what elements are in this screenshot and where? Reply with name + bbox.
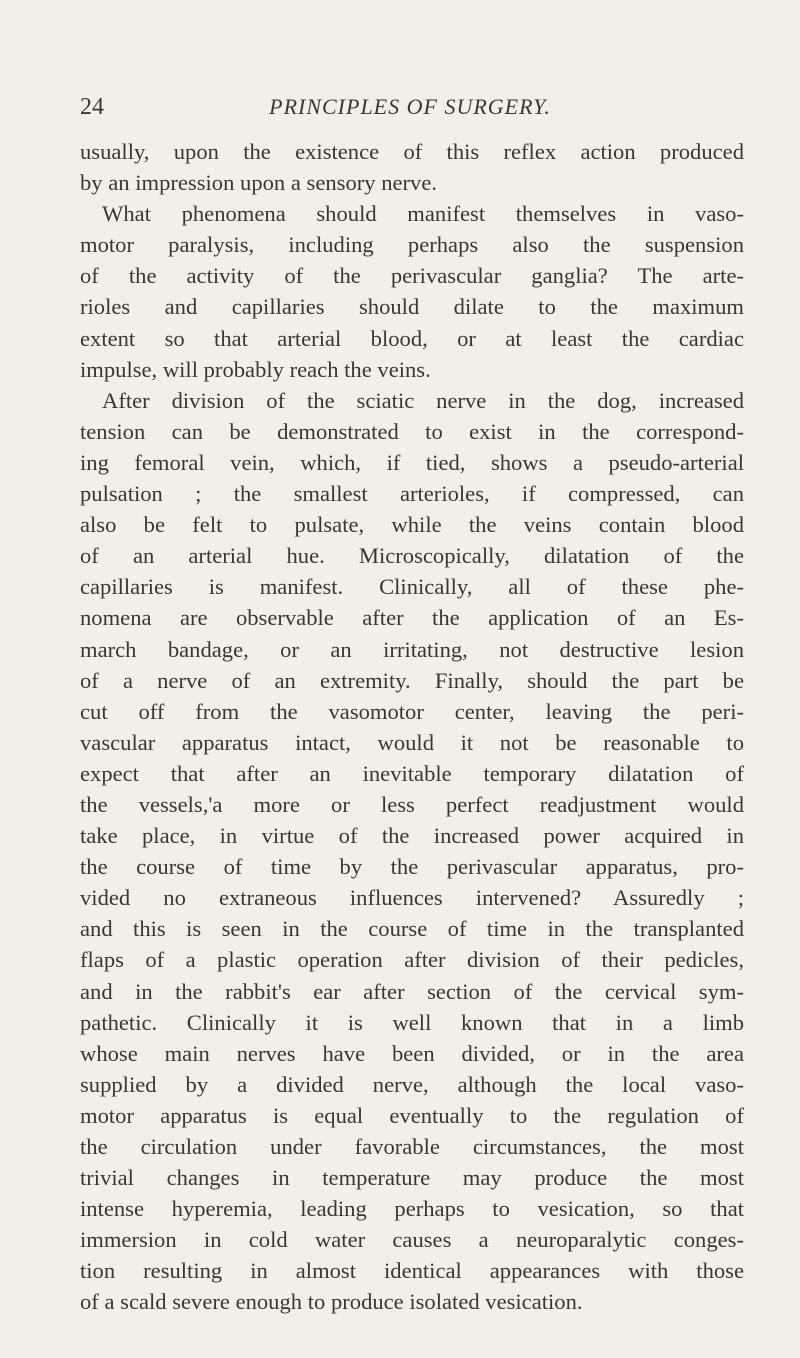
text-line: What phenomena should manifest themselves in vaso-	[102, 201, 744, 227]
text-line: pulsation ; the smallest arterioles, if compressed, can	[80, 481, 744, 507]
text-line: expect that after an inevitable temporary dilatation of	[80, 760, 744, 786]
text-line: pathetic. Clinically it is well known that in a limb	[80, 1009, 744, 1035]
text-line: and in the rabbit's ear after section of the cervical sym-	[80, 978, 744, 1004]
text-line: of the activity of the perivascular ganglia? The arte-	[80, 263, 744, 289]
text-line: vided no extraneous influences intervened? Assuredly ;	[80, 885, 744, 911]
text-line: capillaries is manifest. Clinically, all of these phe-	[80, 574, 744, 600]
text-line: tension can be demonstrated to exist in the correspond-	[80, 418, 744, 444]
text-line: ing femoral vein, which, if tied, shows a pseudo-arterial	[80, 449, 744, 475]
body-text	[80, 136, 744, 1318]
text-line: of an arterial hue. Microscopically, dilatation of the	[80, 543, 744, 569]
text-line: of a nerve of an extremity. Finally, should the part be	[80, 667, 744, 693]
text-line: motor paralysis, including perhaps also the suspension	[80, 232, 744, 258]
text-line: of a scald severe enough to produce isolated vesication.	[80, 1289, 583, 1315]
text-line: supplied by a divided nerve, although the local vaso-	[80, 1071, 744, 1097]
text-line: take place, in virtue of the increased power acquired in	[80, 823, 744, 849]
text-line: nomena are observable after the application of an Es-	[80, 605, 744, 631]
text-line: trivial changes in temperature may produce the most	[80, 1165, 744, 1191]
text-line: whose main nerves have been divided, or in the area	[80, 1040, 744, 1066]
text-line: tion resulting in almost identical appearances with those	[80, 1258, 744, 1284]
page-number: 24	[80, 94, 104, 120]
text-line: and this is seen in the course of time in the transplanted	[80, 916, 744, 942]
text-line: the vessels,'a more or less perfect readjustment would	[80, 791, 744, 817]
text-line: cut off from the vasomotor center, leaving the peri-	[80, 698, 744, 724]
text-line: vascular apparatus intact, would it not be reasonable to	[80, 729, 744, 755]
page-header	[80, 92, 740, 122]
text-line: After division of the sciatic nerve in the dog, increased	[102, 387, 744, 413]
text-line: the circulation under favorable circumstances, the most	[80, 1134, 744, 1159]
text-line: motor apparatus is equal eventually to the regulation of	[80, 1102, 744, 1128]
text-line: by an impression upon a sensory nerve.	[80, 170, 438, 196]
text-line: rioles and capillaries should dilate to the maximum	[80, 294, 744, 320]
running-title: PRINCIPLES OF SURGERY.	[269, 94, 551, 119]
text-line: the course of time by the perivascular apparatus, pro-	[80, 854, 744, 880]
text-line: intense hyperemia, leading perhaps to vesication, so that	[80, 1196, 744, 1222]
text-line: flaps of a plastic operation after division of their pedicles,	[80, 947, 744, 973]
text-line: immersion in cold water causes a neuroparalytic conges-	[80, 1227, 744, 1253]
text-line: extent so that arterial blood, or at least the cardiac	[80, 325, 744, 351]
text-line: also be felt to pulsate, while the veins contain blood	[80, 512, 744, 538]
text-line: march bandage, or an irritating, not destructive lesion	[80, 636, 744, 662]
text-line: usually, upon the existence of this reflex action produced	[80, 139, 744, 164]
text-line: impulse, will probably reach the veins.	[80, 356, 431, 382]
